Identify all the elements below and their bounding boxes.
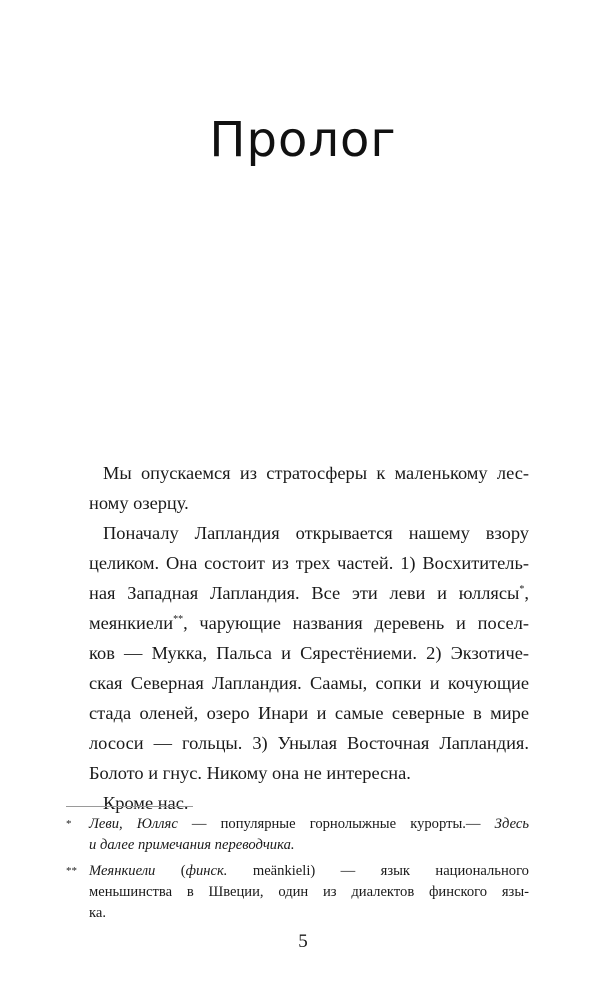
footnote-term: Леви, Юлляс bbox=[89, 816, 178, 832]
chapter-title: Пролог bbox=[209, 112, 397, 168]
footnote-lang: финск. bbox=[185, 863, 228, 879]
footnote-line bbox=[89, 814, 529, 835]
text-fragment: ная Западная Лапландия. Все эти леви и юллясы bbox=[89, 583, 520, 603]
text-line: Кроме нас. bbox=[103, 793, 189, 813]
footnote-line: ка. bbox=[89, 905, 106, 921]
footnote-line bbox=[89, 835, 529, 856]
footnote-text: — популярные горнолыжные курорты.— bbox=[177, 816, 495, 832]
text-line bbox=[89, 608, 529, 638]
footnote-1 bbox=[66, 814, 529, 856]
main-text bbox=[89, 458, 529, 818]
text-fragment: меянкиели bbox=[89, 613, 174, 633]
footnote-mark: * bbox=[66, 818, 72, 830]
text-line: лососи — гольцы. 3) Унылая Восточная Лапландия. bbox=[89, 733, 529, 753]
footnote-text: meänkieli bbox=[227, 863, 311, 879]
text-line: целиком. Она состоит из трех частей. 1) Восхититель- bbox=[89, 553, 529, 573]
text-line: Болото и гнус. Никому она не интересна. bbox=[89, 763, 411, 783]
footnote-ref[interactable]: ** bbox=[173, 613, 184, 625]
footnote-line bbox=[89, 861, 529, 882]
text-line: стада оленей, озеро Инари и самые северные в мире bbox=[89, 703, 529, 723]
text-line: Поначалу Лапландия открывается нашему взору bbox=[103, 523, 529, 543]
footnote-text: ) — язык национального bbox=[310, 863, 529, 879]
footnote-ref[interactable]: * bbox=[519, 583, 525, 595]
footnote-line: меньшинства в Швеции, один из диалектов финского язы- bbox=[89, 884, 529, 900]
text-fragment: , чарующие названия деревень и посел- bbox=[183, 613, 529, 633]
footnote-2 bbox=[66, 861, 529, 924]
text-line: ному озерцу. bbox=[89, 493, 189, 513]
footnote-term: Меянкиели bbox=[89, 863, 156, 879]
text-line: ская Северная Лапландия. Саамы, сопки и кочующие bbox=[89, 673, 529, 693]
text-line: Мы опускаемся из стратосферы к маленькому лес- bbox=[103, 463, 529, 483]
footnote-divider bbox=[66, 806, 193, 807]
footnotes bbox=[66, 814, 529, 929]
footnote-mark: ** bbox=[66, 865, 77, 877]
text-line: ков — Мукка, Пальса и Сярестёниеми. 2) Экзотиче- bbox=[89, 643, 529, 663]
footnote-note: и далее примечания переводчика. bbox=[89, 837, 295, 853]
footnote-text: ( bbox=[155, 863, 186, 879]
page-number: 5 bbox=[298, 931, 308, 952]
text-line: ная Западная Лапландия. Все эти леви и юллясы*, bbox=[89, 583, 529, 603]
footnote-note: Здесь bbox=[494, 816, 529, 832]
